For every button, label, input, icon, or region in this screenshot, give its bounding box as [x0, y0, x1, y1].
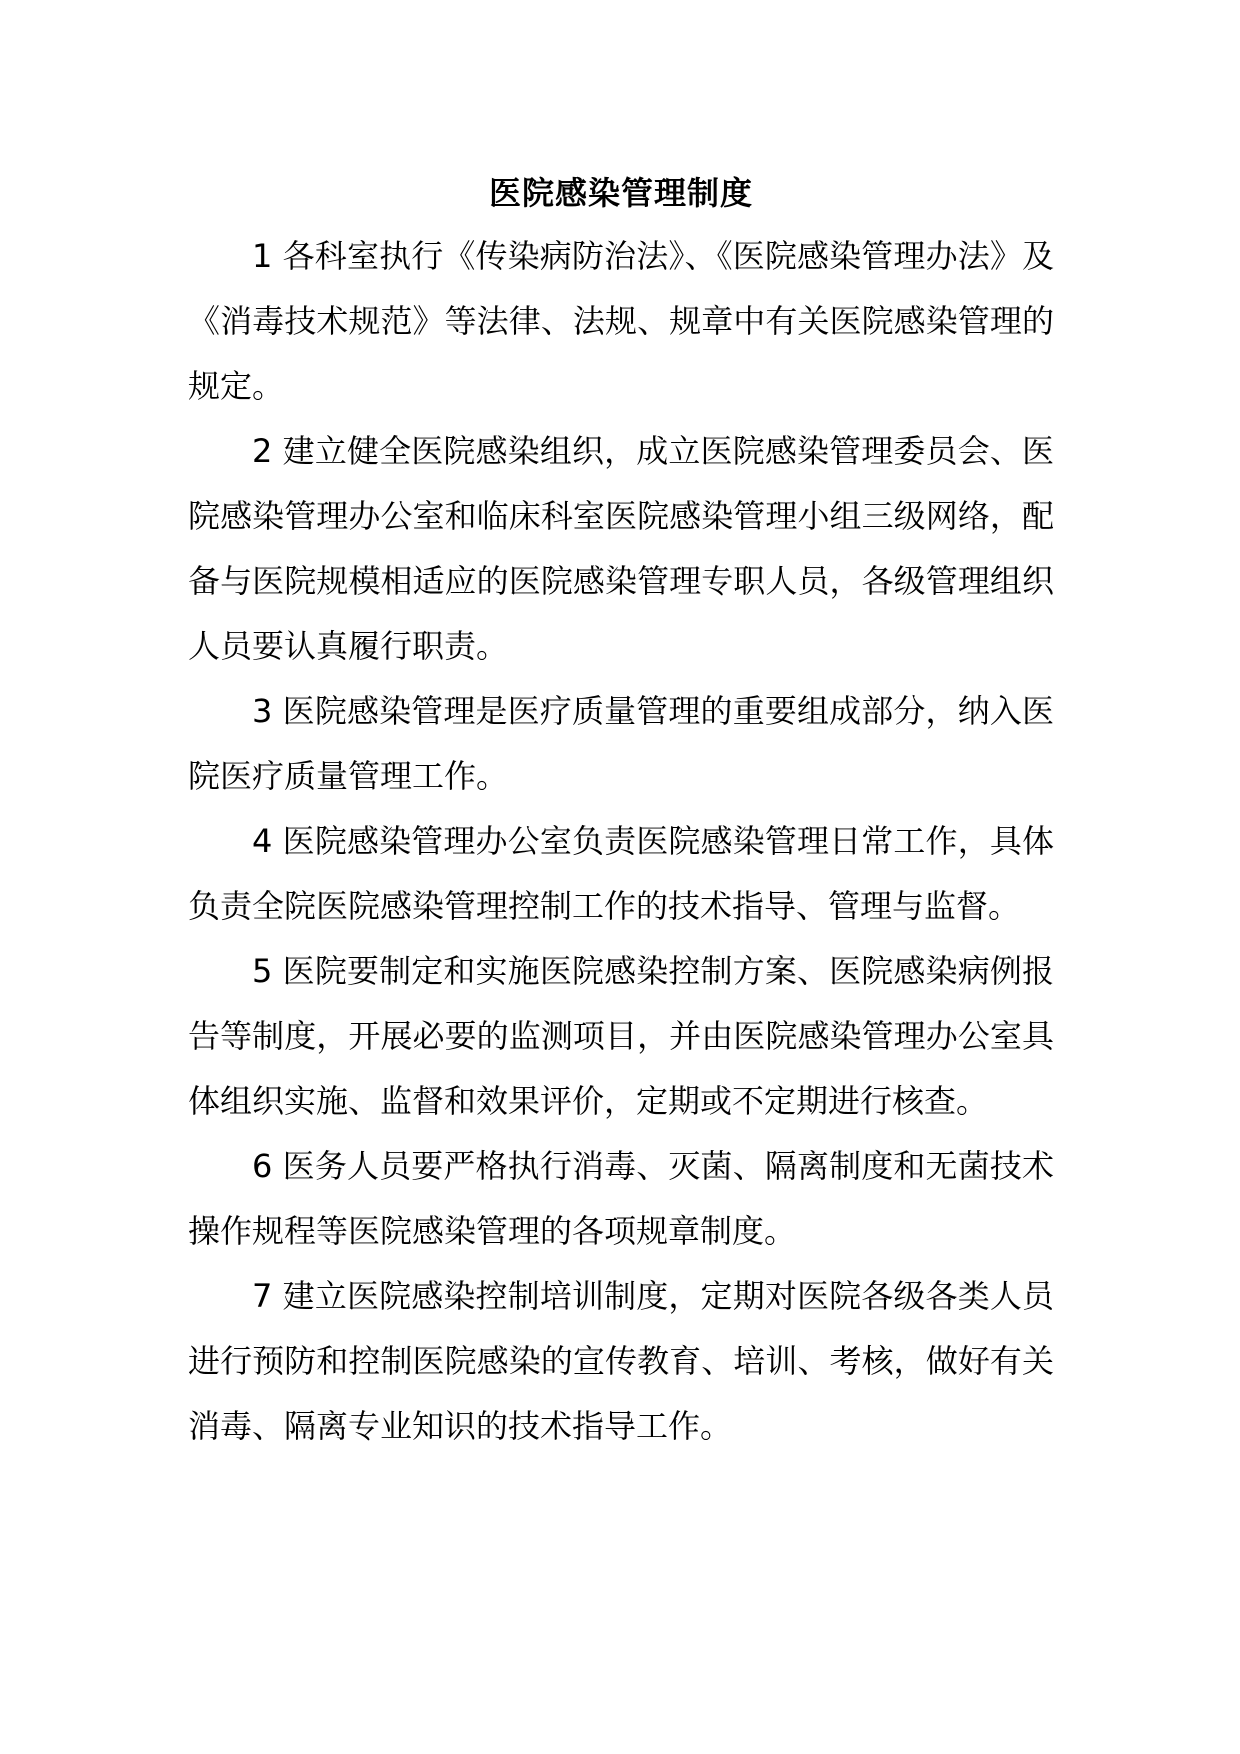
- paragraph-6: 6 医务人员要严格执行消毒、灭菌、隔离制度和无菌技术操作规程等医院感染管理的各项规章制度。: [188, 1147, 1054, 1250]
- paragraph-7: 7 建立医院感染控制培训制度，定期对医院各级各类人员进行预防和控制医院感染的宣传教育、培训、考核，做好有关消毒、隔离专业知识的技术指导工作。: [188, 1277, 1054, 1445]
- paragraph-4: 4 医院感染管理办公室负责医院感染管理日常工作，具体负责全院医院感染管理控制工作的技术指导、管理与监督。: [188, 822, 1054, 925]
- paragraph-1: 1 各科室执行《传染病防治法》、《医院感染管理办法》及《消毒技术规范》等法律、法规、规章中有关医院感染管理的规定。: [188, 237, 1054, 405]
- paragraph-2: 2 建立健全医院感染组织，成立医院感染管理委员会、医院感染管理办公室和临床科室医院感染管理小组三级网络，配备与医院规模相适应的医院感染管理专职人员，各级管理组织人员要认真履行职责。: [188, 432, 1054, 665]
- paragraph-3: 3 医院感染管理是医疗质量管理的重要组成部分，纳入医院医疗质量管理工作。: [188, 692, 1054, 795]
- document-title: 医院感染管理制度: [488, 174, 753, 212]
- document-body: [188, 170, 1054, 1459]
- paragraph-5: 5 医院要制定和实施医院感染控制方案、医院感染病例报告等制度，开展必要的监测项目，并由医院感染管理办公室具体组织实施、监督和效果评价，定期或不定期进行核查。: [188, 952, 1054, 1120]
